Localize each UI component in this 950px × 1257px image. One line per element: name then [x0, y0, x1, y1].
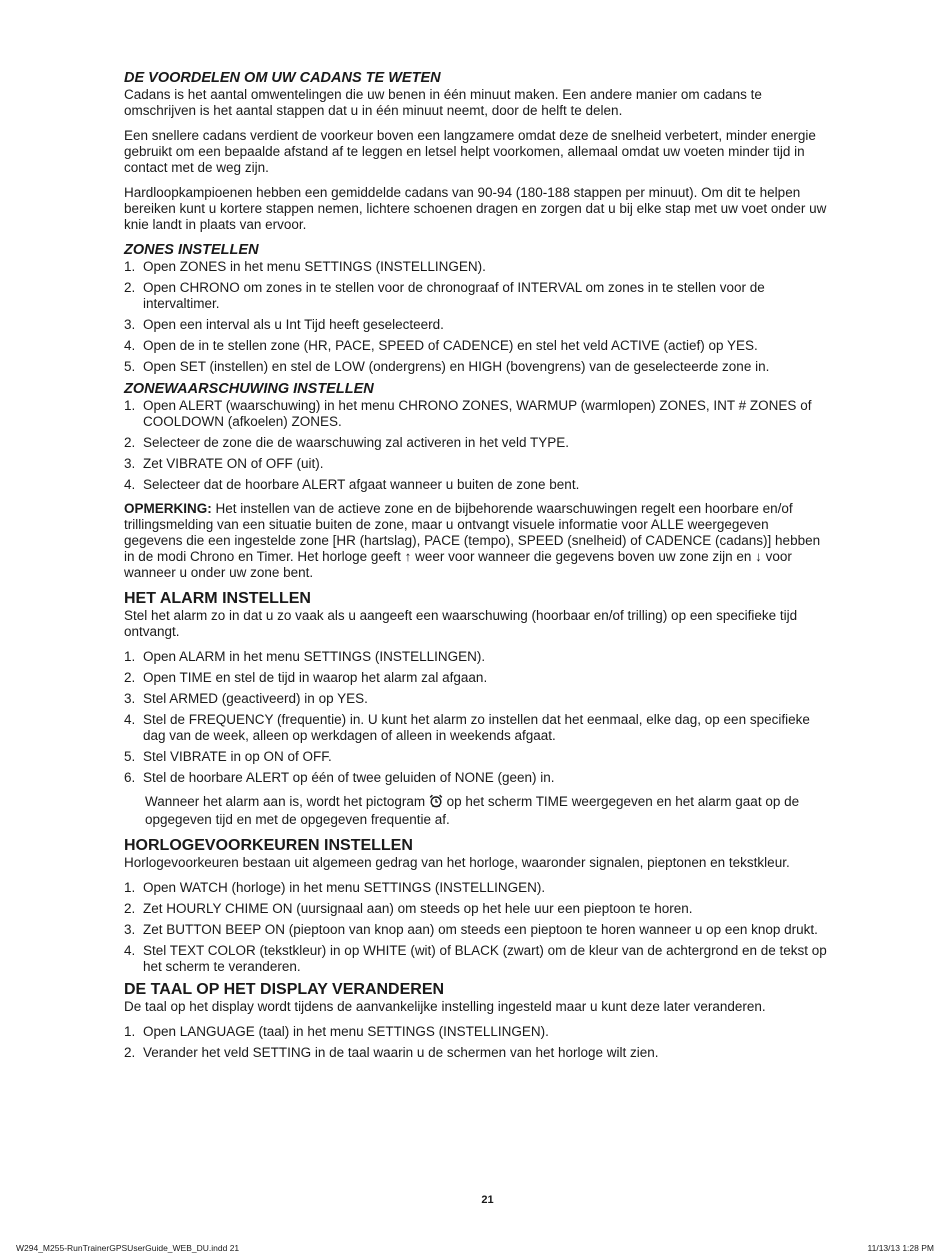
section-title-cadans: DE VOORDELEN OM UW CADANS TE WETEN	[124, 70, 441, 86]
list-number: 4.	[124, 477, 136, 492]
paragraph: De taal op het display wordt tijdens de aanvankelijke instelling ingesteld maar u kunt deze later veranderen.	[124, 999, 766, 1014]
list-item	[124, 712, 829, 744]
section-title-zones: ZONES INSTELLEN	[124, 242, 259, 258]
list-text: Zet VIBRATE ON of OFF (uit).	[143, 456, 324, 471]
list-item	[124, 880, 829, 896]
list-item	[124, 691, 829, 707]
list-text: Stel de FREQUENCY (frequentie) in. U kunt het alarm zo instellen dat het eenmaal, elke dag, op een specifieke dag van de week, alleen op werkdagen of alleen in weekends afgaat.	[143, 712, 810, 743]
list-number: 1.	[124, 880, 136, 895]
document-page	[124, 70, 829, 1067]
list-number: 3.	[124, 317, 136, 332]
note-text: Het instellen van de actieve zone en de bijbehorende waarschuwingen regelt een hoorbare en/of trillingsmelding van een situatie buiten de zone, maar u ontvangt visuele informatie voor ALLE weergegeven gegevens die een ingestelde zone [HR (hartslag), PACE (tempo), SPEED (snelheid) of CADENCE (cadans)] hebben in de modi Chrono en Timer. Het horloge geeft ↑ weer voor wanneer die gegevens boven uw zone zijn en ↓ voor wanneer u onder uw zone bent.	[124, 501, 821, 580]
section-title-taal: DE TAAL OP HET DISPLAY VERANDEREN	[124, 981, 445, 998]
list-item	[124, 338, 829, 354]
list-text: Stel TEXT COLOR (tekstkleur) in op WHITE (wit) of BLACK (zwart) om de kleur van de achtergrond en de tekst op het scherm te veranderen.	[143, 943, 827, 974]
paragraph: Cadans is het aantal omwentelingen die uw benen in één minuut maken. Een andere manier om cadans te omschrijven is het aantal stappen dat u in één minuut neemt, door de helft te delen.	[124, 87, 762, 118]
list-text: Stel ARMED (geactiveerd) in op YES.	[143, 691, 368, 706]
list-number: 4.	[124, 943, 136, 958]
list-item	[124, 317, 829, 333]
note-paragraph	[124, 501, 829, 581]
list-number: 1.	[124, 259, 136, 274]
list-number: 5.	[124, 359, 136, 374]
list-item	[124, 922, 829, 938]
alarm-note-text-b: op het scherm TIME weergegeven en het alarm gaat op de opgegeven tijd en met de opgegeven frequentie af.	[145, 794, 800, 827]
list-number: 2.	[124, 435, 136, 450]
list-item	[124, 259, 829, 275]
list-item	[124, 749, 829, 765]
alarm-note	[124, 794, 829, 828]
list-text: Open ALERT (waarschuwing) in het menu CHRONO ZONES, WARMUP (warmlopen) ZONES, INT # ZONES of COOLDOWN (afkoelen) ZONES.	[143, 398, 812, 429]
list-text: Open ALARM in het menu SETTINGS (INSTELLINGEN).	[143, 649, 486, 664]
list-text: Open een interval als u Int Tijd heeft geselecteerd.	[143, 317, 444, 332]
list-text: Open TIME en stel de tijd in waarop het alarm zal afgaan.	[143, 670, 488, 685]
list-item	[124, 901, 829, 917]
list-text: Selecteer de zone die de waarschuwing zal activeren in het veld TYPE.	[143, 435, 569, 450]
footer-filename: W294_M255-RunTrainerGPSUserGuide_WEB_DU.indd 21	[16, 1243, 240, 1253]
list-text: Selecteer dat de hoorbare ALERT afgaat wanneer u buiten de zone bent.	[143, 477, 580, 492]
list-text: Stel VIBRATE in op ON of OFF.	[143, 749, 332, 764]
list-number: 3.	[124, 922, 136, 937]
list-item	[124, 770, 829, 786]
list-item	[124, 649, 829, 665]
list-number: 2.	[124, 280, 136, 295]
list-text: Zet BUTTON BEEP ON (pieptoon van knop aan) om steeds een pieptoon te horen wanneer u op een knop drukt.	[143, 922, 818, 937]
paragraph: Een snellere cadans verdient de voorkeur boven een langzamere omdat deze de snelheid verbetert, minder energie gebruikt om een bepaalde afstand af te leggen en letsel helpt voorkomen, allemaal omdat uw voeten minder tijd in contact met de weg zijn.	[124, 128, 816, 175]
list-item	[124, 359, 829, 375]
list-item	[124, 670, 829, 686]
list-number: 4.	[124, 338, 136, 353]
list-item	[124, 477, 829, 493]
list-number: 1.	[124, 1024, 136, 1039]
list-text: Open de in te stellen zone (HR, PACE, SPEED of CADENCE) en stel het veld ACTIVE (actief) op YES.	[143, 338, 758, 353]
list-text: Verander het veld SETTING in de taal waarin u de schermen van het horloge wilt zien.	[143, 1045, 659, 1060]
list-number: 3.	[124, 691, 136, 706]
list-zone-alerts	[124, 398, 829, 493]
footer-timestamp: 11/13/13 1:28 PM	[867, 1243, 934, 1253]
section-title-horlogevoorkeuren: HORLOGEVOORKEUREN INSTELLEN	[124, 837, 413, 854]
list-text: Open LANGUAGE (taal) in het menu SETTINGS (INSTELLINGEN).	[143, 1024, 549, 1039]
list-number: 1.	[124, 398, 136, 413]
list-item	[124, 943, 829, 975]
alarm-clock-icon	[429, 794, 443, 812]
list-alarm	[124, 649, 829, 786]
note-label: OPMERKING:	[124, 501, 212, 516]
list-watch-prefs	[124, 880, 829, 975]
list-number: 3.	[124, 456, 136, 471]
list-text: Open CHRONO om zones in te stellen voor de chronograaf of INTERVAL om zones in te stellen voor de intervaltimer.	[143, 280, 765, 311]
list-zones	[124, 259, 829, 375]
paragraph: Hardloopkampioenen hebben een gemiddelde cadans van 90-94 (180-188 stappen per minuut). Om dit te helpen bereiken kunt u kortere stappen nemen, lichtere schoenen dragen en zorgen dat u bij elke stap met uw voet onder uw knie landt in plaats van ervoor.	[124, 185, 827, 232]
list-number: 6.	[124, 770, 136, 785]
list-number: 5.	[124, 749, 136, 764]
paragraph: Horlogevoorkeuren bestaan uit algemeen gedrag van het horloge, waaronder signalen, pieptonen en tekstkleur.	[124, 855, 790, 870]
paragraph: Stel het alarm zo in dat u zo vaak als u aangeeft een waarschuwing (hoorbaar en/of trilling) op een specifieke tijd ontvangt.	[124, 608, 798, 639]
list-text: Stel de hoorbare ALERT op één of twee geluiden of NONE (geen) in.	[143, 770, 555, 785]
list-number: 1.	[124, 649, 136, 664]
list-item	[124, 456, 829, 472]
list-language	[124, 1024, 829, 1061]
list-text: Open SET (instellen) en stel de LOW (ondergrens) en HIGH (bovengrens) van de geselecteerde zone in.	[143, 359, 770, 374]
list-item	[124, 435, 829, 451]
section-title-alarm: HET ALARM INSTELLEN	[124, 590, 311, 607]
alarm-note-text-a: Wanneer het alarm aan is, wordt het pictogram	[145, 794, 429, 809]
list-number: 2.	[124, 901, 136, 916]
list-text: Zet HOURLY CHIME ON (uursignaal aan) om steeds op het hele uur een pieptoon te horen.	[143, 901, 693, 916]
list-text: Open WATCH (horloge) in het menu SETTINGS (INSTELLINGEN).	[143, 880, 546, 895]
section-title-zonewaarschuwing: ZONEWAARSCHUWING INSTELLEN	[124, 381, 374, 397]
list-item	[124, 280, 829, 312]
list-item	[124, 398, 829, 430]
list-number: 2.	[124, 1045, 136, 1060]
list-text: Open ZONES in het menu SETTINGS (INSTELLINGEN).	[143, 259, 486, 274]
list-number: 4.	[124, 712, 136, 727]
list-item	[124, 1045, 829, 1061]
list-number: 2.	[124, 670, 136, 685]
list-item	[124, 1024, 829, 1040]
page-number: 21	[481, 1194, 494, 1206]
